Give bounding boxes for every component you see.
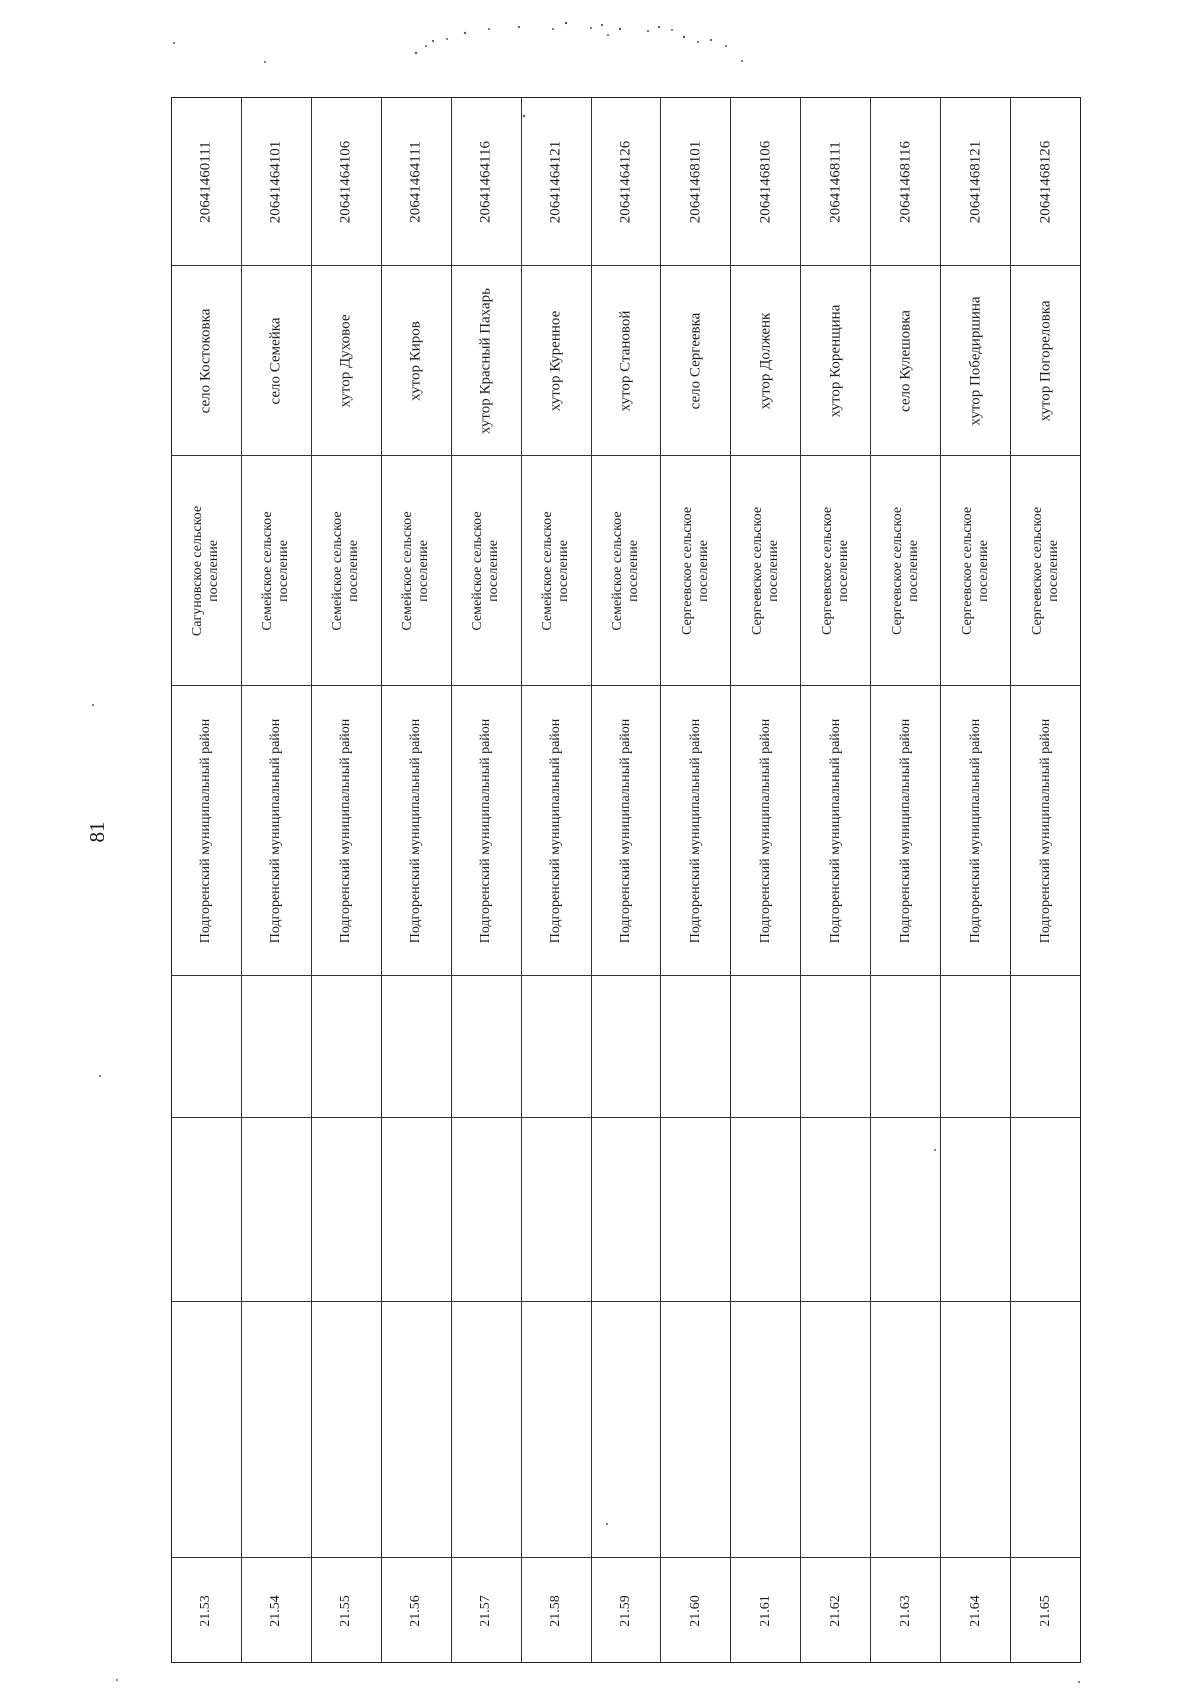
- code-text: 20641468101: [687, 140, 704, 223]
- empty-cell: [592, 976, 661, 1118]
- code-text: 20641468126: [1036, 140, 1053, 223]
- code-cell: [312, 98, 381, 266]
- district-text: Подгоренский муниципальный район: [478, 718, 494, 943]
- empty-cell: [661, 976, 730, 1118]
- empty-cell: [522, 976, 591, 1118]
- row-number-cell: [1011, 1558, 1080, 1664]
- table-row: [871, 98, 941, 1662]
- code-text: 20641464116: [477, 140, 494, 223]
- empty-cell: [871, 1302, 940, 1558]
- district-cell: [172, 686, 241, 976]
- table-row: [661, 98, 731, 1662]
- table-row: [1011, 98, 1080, 1662]
- settlement-cell: [1011, 456, 1080, 686]
- settlement-cell: [871, 456, 940, 686]
- empty-cell: [242, 976, 311, 1118]
- settlement-text: Семейское сельское поселение: [260, 510, 292, 631]
- locality-text: хутор Коренщина: [827, 304, 844, 417]
- empty-cell: [1011, 976, 1080, 1118]
- district-text: Подгоренский муниципальный район: [1037, 718, 1053, 943]
- row-number-cell: [312, 1558, 381, 1664]
- empty-cell: [242, 1302, 311, 1558]
- locality-cell: [452, 266, 521, 456]
- table-row: [592, 98, 662, 1662]
- settlement-cell: [382, 456, 451, 686]
- locality-text: село Кулешовка: [897, 309, 914, 412]
- locality-cell: [871, 266, 940, 456]
- district-text: Подгоренский муниципальный район: [897, 718, 913, 943]
- row-number-cell: [801, 1558, 870, 1664]
- row-number-text: 21.61: [757, 1595, 773, 1627]
- empty-cell: [312, 976, 381, 1118]
- district-text: Подгоренский муниципальный район: [967, 718, 983, 943]
- settlement-text: Семейское сельское поселение: [609, 510, 641, 631]
- code-cell: [522, 98, 591, 266]
- code-cell: [801, 98, 870, 266]
- row-number-cell: [522, 1558, 591, 1664]
- locality-text: хутор Духовое: [337, 313, 354, 408]
- district-cell: [871, 686, 940, 976]
- row-number-text: 21.59: [617, 1595, 633, 1627]
- row-number-cell: [242, 1558, 311, 1664]
- empty-cell: [382, 1118, 451, 1302]
- empty-cell: [731, 1118, 800, 1302]
- code-cell: [242, 98, 311, 266]
- row-number-cell: [661, 1558, 730, 1664]
- district-text: Подгоренский муниципальный район: [617, 718, 633, 943]
- row-number-text: 21.60: [687, 1595, 703, 1627]
- row-number-cell: [592, 1558, 661, 1664]
- table-row: [242, 98, 312, 1662]
- empty-cell: [871, 976, 940, 1118]
- district-text: Подгоренский муниципальный район: [338, 718, 354, 943]
- table-row: [941, 98, 1011, 1662]
- empty-cell: [522, 1302, 591, 1558]
- district-cell: [941, 686, 1010, 976]
- row-number-text: 21.53: [198, 1595, 214, 1627]
- row-number-text: 21.63: [897, 1595, 913, 1627]
- district-text: Подгоренский муниципальный район: [408, 718, 424, 943]
- empty-cell: [452, 976, 521, 1118]
- empty-cell: [1011, 1302, 1080, 1558]
- row-number-cell: [941, 1558, 1010, 1664]
- empty-cell: [592, 1302, 661, 1558]
- row-number-text: 21.65: [1037, 1595, 1053, 1627]
- settlement-text: Семейское сельское поселение: [400, 510, 432, 631]
- settlement-text: Сагуновское сельское поселение: [190, 505, 222, 636]
- row-number-text: 21.56: [408, 1595, 424, 1627]
- empty-cell: [242, 1118, 311, 1302]
- locality-text: село Костоковка: [197, 308, 214, 413]
- row-number-text: 21.62: [827, 1595, 843, 1627]
- district-cell: [801, 686, 870, 976]
- locality-cell: [592, 266, 661, 456]
- locality-text: хутор Киров: [407, 320, 424, 401]
- table-row: [172, 98, 242, 1662]
- empty-cell: [661, 1302, 730, 1558]
- locality-cell: [1011, 266, 1080, 456]
- code-cell: [452, 98, 521, 266]
- code-cell: [1011, 98, 1080, 266]
- locality-cell: [312, 266, 381, 456]
- table-row: [522, 98, 592, 1662]
- code-cell: [172, 98, 241, 266]
- district-text: Подгоренский муниципальный район: [548, 718, 564, 943]
- empty-cell: [592, 1118, 661, 1302]
- empty-cell: [801, 1302, 870, 1558]
- code-text: 20641468116: [897, 140, 914, 223]
- code-text: 20641468111: [827, 140, 844, 223]
- table-row: [382, 98, 452, 1662]
- table-row: [801, 98, 871, 1662]
- settlement-cell: [242, 456, 311, 686]
- district-text: Подгоренский муниципальный район: [198, 718, 214, 943]
- code-cell: [382, 98, 451, 266]
- settlement-text: Семейское сельское поселение: [330, 510, 362, 631]
- district-cell: [1011, 686, 1080, 976]
- settlement-text: Сергеевское сельское поселение: [679, 506, 711, 635]
- settlement-cell: [661, 456, 730, 686]
- code-cell: [871, 98, 940, 266]
- empty-cell: [661, 1118, 730, 1302]
- locality-text: хутор Куренное: [547, 310, 564, 411]
- district-cell: [242, 686, 311, 976]
- row-number-cell: [452, 1558, 521, 1664]
- empty-cell: [382, 976, 451, 1118]
- district-text: Подгоренский муниципальный район: [687, 718, 703, 943]
- settlement-cell: [452, 456, 521, 686]
- empty-cell: [941, 1302, 1010, 1558]
- code-text: 20641468106: [757, 140, 774, 223]
- empty-cell: [172, 976, 241, 1118]
- code-cell: [731, 98, 800, 266]
- page-number-text: 81: [84, 821, 109, 843]
- locality-text: хутор Погореловка: [1036, 299, 1053, 422]
- empty-cell: [172, 1302, 241, 1558]
- settlement-cell: [522, 456, 591, 686]
- table-row: [452, 98, 522, 1662]
- locality-cell: [522, 266, 591, 456]
- settlement-cell: [731, 456, 800, 686]
- empty-cell: [312, 1118, 381, 1302]
- empty-cell: [452, 1302, 521, 1558]
- table-row: [312, 98, 382, 1662]
- settlement-cell: [592, 456, 661, 686]
- settlement-text: Семейское сельское поселение: [470, 510, 502, 631]
- code-cell: [661, 98, 730, 266]
- settlement-cell: [172, 456, 241, 686]
- row-number-text: 21.58: [548, 1595, 564, 1627]
- district-text: Подгоренский муниципальный район: [757, 718, 773, 943]
- settlement-text: Сергеевское сельское поселение: [889, 506, 921, 635]
- code-text: 20641464101: [267, 140, 284, 223]
- locality-table: [171, 97, 1081, 1663]
- settlement-text: Сергеевское сельское поселение: [959, 506, 991, 635]
- locality-text: село Семейка: [267, 317, 284, 404]
- settlement-cell: [941, 456, 1010, 686]
- code-text: 20641464111: [407, 140, 424, 223]
- page-number: [80, 815, 114, 849]
- settlement-text: Сергеевское сельское поселение: [819, 506, 851, 635]
- empty-cell: [801, 1118, 870, 1302]
- empty-cell: [312, 1302, 381, 1558]
- settlement-text: Сергеевское сельское поселение: [749, 506, 781, 635]
- district-cell: [522, 686, 591, 976]
- district-cell: [382, 686, 451, 976]
- locality-text: хутор Победиршина: [966, 295, 983, 426]
- table-row: [731, 98, 801, 1662]
- empty-cell: [452, 1118, 521, 1302]
- code-text: 20641464126: [617, 140, 634, 223]
- row-number-cell: [382, 1558, 451, 1664]
- locality-text: село Сергеевка: [687, 312, 704, 409]
- locality-cell: [801, 266, 870, 456]
- settlement-text: Сергеевское сельское поселение: [1029, 506, 1061, 635]
- locality-cell: [661, 266, 730, 456]
- empty-cell: [941, 976, 1010, 1118]
- empty-cell: [801, 976, 870, 1118]
- locality-text: хутор Красный Пахарь: [477, 287, 494, 434]
- locality-cell: [382, 266, 451, 456]
- empty-cell: [522, 1118, 591, 1302]
- district-text: Подгоренский муниципальный район: [268, 718, 284, 943]
- row-number-text: 21.54: [268, 1595, 284, 1627]
- locality-cell: [172, 266, 241, 456]
- district-cell: [731, 686, 800, 976]
- locality-text: хутор Долженк: [757, 312, 774, 409]
- code-cell: [941, 98, 1010, 266]
- code-text: 20641464106: [337, 140, 354, 223]
- settlement-cell: [801, 456, 870, 686]
- district-text: Подгоренский муниципальный район: [827, 718, 843, 943]
- row-number-text: 21.64: [967, 1595, 983, 1627]
- empty-cell: [172, 1118, 241, 1302]
- row-number-cell: [731, 1558, 800, 1664]
- empty-cell: [871, 1118, 940, 1302]
- row-number-cell: [871, 1558, 940, 1664]
- empty-cell: [731, 1302, 800, 1558]
- locality-cell: [941, 266, 1010, 456]
- row-number-text: 21.57: [478, 1595, 494, 1627]
- district-cell: [312, 686, 381, 976]
- district-cell: [661, 686, 730, 976]
- empty-cell: [382, 1302, 451, 1558]
- code-text: 20641464121: [547, 140, 564, 223]
- row-number-text: 21.55: [338, 1595, 354, 1627]
- settlement-cell: [312, 456, 381, 686]
- empty-cell: [941, 1118, 1010, 1302]
- locality-cell: [242, 266, 311, 456]
- code-text: 20641468121: [966, 140, 983, 223]
- empty-cell: [731, 976, 800, 1118]
- code-cell: [592, 98, 661, 266]
- locality-cell: [731, 266, 800, 456]
- code-text: 20641460111: [197, 140, 214, 223]
- locality-text: хутор Становой: [617, 310, 634, 411]
- district-cell: [452, 686, 521, 976]
- settlement-text: Семейское сельское поселение: [539, 510, 572, 631]
- row-number-cell: [172, 1558, 241, 1664]
- district-cell: [592, 686, 661, 976]
- empty-cell: [1011, 1118, 1080, 1302]
